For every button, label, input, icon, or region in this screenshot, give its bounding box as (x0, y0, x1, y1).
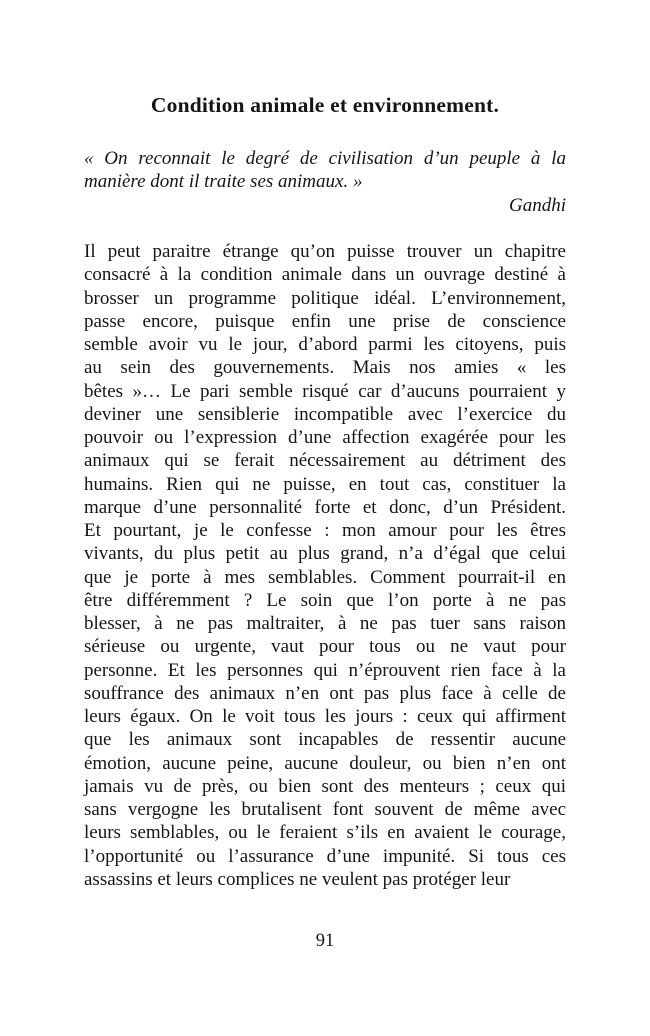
body-line: brosser un programme politique idéal. L’environnement, (84, 287, 566, 309)
body-paragraph (84, 240, 566, 891)
body-line: leurs égaux. On le voit tous les jours : ceux qui affirment (84, 706, 566, 727)
body-line: marque d’une personnalité forte et donc, d’un Président. (84, 496, 566, 518)
body-line: l’opportunité ou l’assurance d’une impunité. Si tous ces (84, 845, 566, 867)
body-line: consacré à la condition animale dans un ouvrage destiné à (84, 264, 566, 286)
epigraph-attribution: Gandhi (509, 194, 566, 216)
body-line: pouvoir ou l’expression d’une affection exagérée pour les (84, 427, 566, 448)
body-line: humains. Rien qui ne puisse, en tout cas, constituer la (84, 473, 566, 495)
body-line: assassins et leurs complices ne veulent pas protéger leur (84, 868, 511, 890)
page-number: 91 (315, 931, 335, 951)
body-line: passe encore, puisque enfin une prise de conscience (84, 310, 566, 332)
body-line: sérieuse ou urgente, vaut pour tous ou ne vaut pour (84, 636, 566, 658)
body-line: bêtes »… Le pari semble risqué car d’aucuns pourraient y (84, 380, 566, 402)
body-line: souffrance des animaux n’en ont pas plus face à celle de (84, 682, 566, 704)
epigraph-line: « On reconnait le degré de civilisation d’un peuple à la (84, 148, 566, 169)
body-line: jamais vu de près, ou bien sont des menteurs ; ceux qui (84, 775, 566, 797)
epigraph-line: manière dont il traite ses animaux. » (84, 171, 363, 193)
body-line: que je porte à mes semblables. Comment pourrait-il en (84, 566, 566, 588)
body-line: être différemment ? Le soin que l’on porte à ne pas (84, 589, 566, 611)
epigraph (84, 147, 566, 217)
body-line: Il peut paraitre étrange qu’on puisse trouver un chapitre (84, 241, 566, 262)
body-line: au sein des gouvernements. Mais nos amies « les (84, 357, 566, 379)
body-line: semble avoir vu le jour, d’abord parmi les citoyens, puis (84, 334, 566, 355)
body-line: deviner une sensiblerie incompatible avec l’exercice du (84, 403, 566, 425)
body-line: émotion, aucune peine, aucune douleur, ou bien n’en ont (84, 752, 566, 774)
chapter-title: Condition animale et environnement. (150, 93, 500, 117)
body-line: que les animaux sont incapables de ressentir aucune (84, 729, 566, 751)
body-line: animaux qui se ferait nécessairement au détriment des (84, 450, 566, 472)
epigraph-quote (84, 147, 566, 194)
body-line: vivants, du plus petit au plus grand, n’a d’égal que celui (84, 543, 566, 565)
body-line: Et pourtant, je le confesse : mon amour pour les êtres (84, 520, 566, 541)
body-line: personne. Et les personnes qui n’éprouvent rien face à la (84, 659, 566, 681)
body-line: leurs semblables, ou le feraient s’ils en avaient le courage, (84, 822, 566, 844)
body-line: sans vergogne les brutalisent font souvent de même avec (84, 799, 566, 820)
body-line: blesser, à ne pas maltraiter, à ne pas tuer sans raison (84, 613, 566, 634)
